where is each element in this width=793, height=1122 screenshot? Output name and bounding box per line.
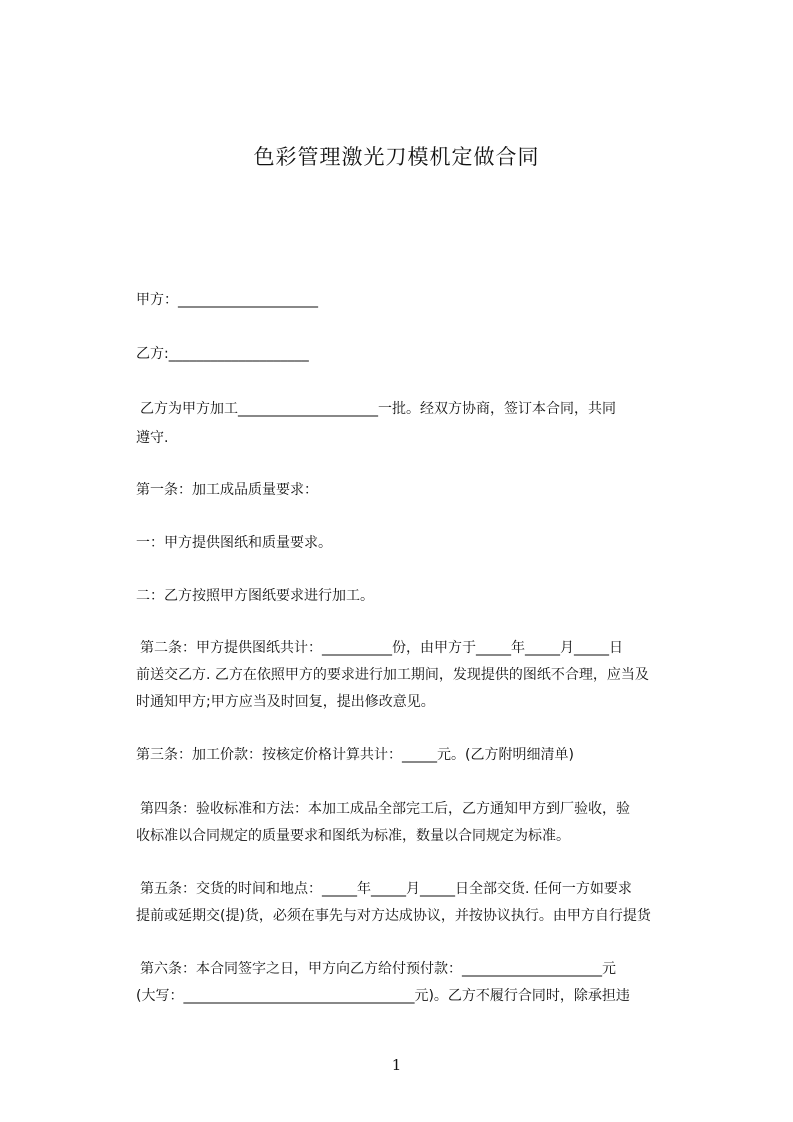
page-number: 1 [391,1056,402,1074]
party-b-line: 乙方:____________________ [136,346,309,362]
intro-line-2: 遵守. [136,430,169,446]
article-4-line-2: 收标准以合同规定的质量要求和图纸为标准，数量以合同规定为标准。 [136,828,570,844]
article-1-item-1: 一：甲方提供图纸和质量要求。 [136,535,332,551]
article-5-line-2: 提前或延期交(提)货，必须在事先与对方达成协议，并按协议执行。由甲方自行提货 [136,908,651,924]
article-4-line-1: 第四条：验收标准和方法：本加工成品全部完工后，乙方通知甲方到厂验收，验 [140,801,630,817]
article-6-line-2: (大写：_________________________________元)。乙方不履行合同时，除承担违 [136,988,630,1004]
article-2-line-2: 前送交乙方. 乙方在依照甲方的要求进行加工期间，发现提供的图纸不合理，应当及 [136,667,649,683]
article-1-item-2: 二：乙方按照甲方图纸要求进行加工。 [136,588,374,604]
article-2-line-3: 时通知甲方;甲方应当及时回复，提出修改意见。 [136,694,435,710]
article-6-line-1: 第六条：本合同签字之日，甲方向乙方给付预付款：____________________元 [140,961,616,977]
article-1-heading: 第一条：加工成品质量要求： [136,482,318,498]
article-5-line-1: 第五条：交货的时间和地点：_____年_____月_____日全部交货. 任何一方如要求 [140,881,632,897]
document-title: 色彩管理激光刀模机定做合同 [253,145,540,169]
article-3-line-1: 第三条：加工价款：按核定价格计算共计：_____元。(乙方附明细清单) [136,747,574,763]
intro-line-1: 乙方为甲方加工____________________一批。经双方协商，签订本合同，共同 [140,401,616,417]
article-2-line-1: 第二条：甲方提供图纸共计：__________份，由甲方于_____年_____月_____日 [140,640,623,656]
party-a-line: 甲方：____________________ [136,292,318,308]
